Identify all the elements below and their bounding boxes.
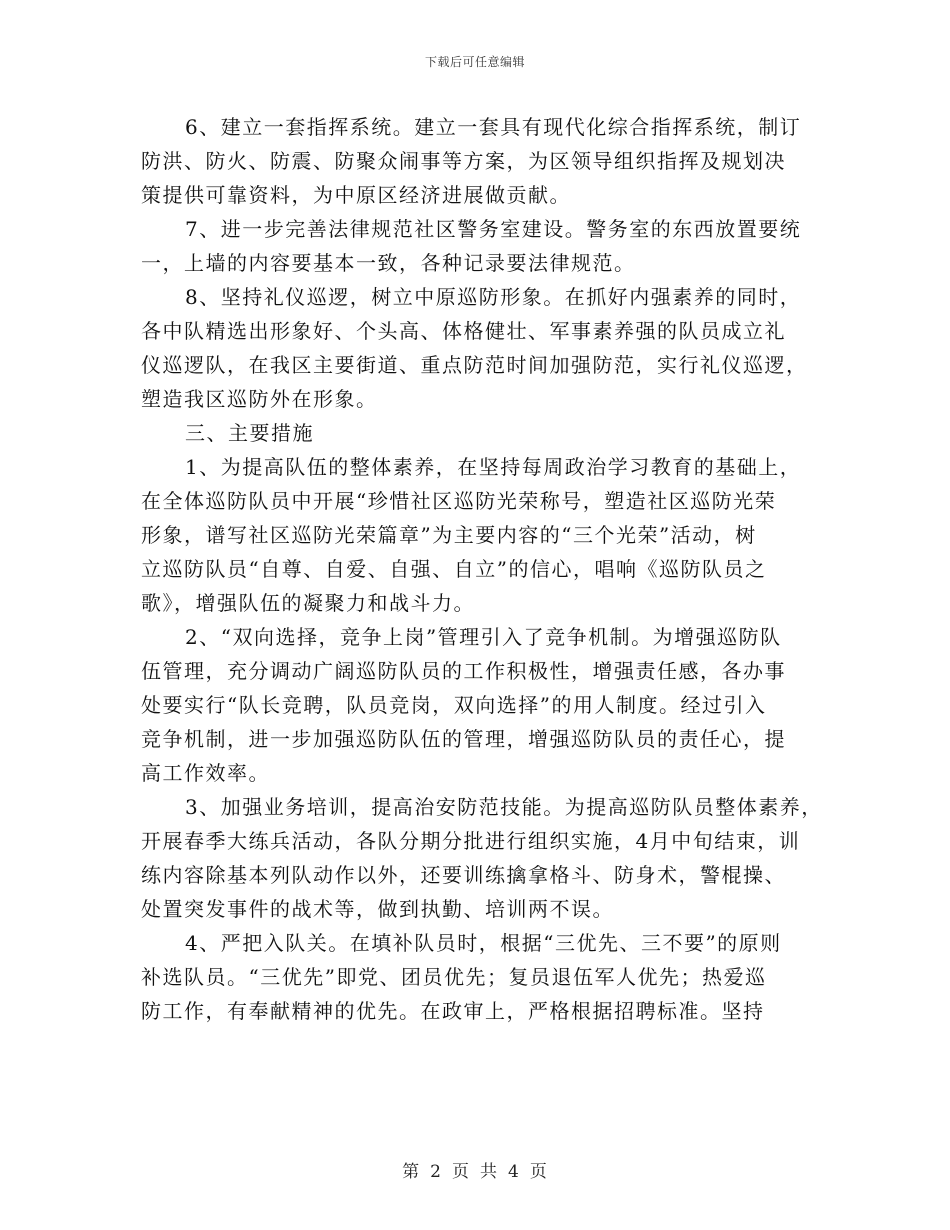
paragraph-line: 开展春季大练兵活动，各队分期分批进行组织实施，4月中旬结束，训 xyxy=(141,829,801,853)
paragraph-line: 形象，谱写社区巡防光荣篇章”为主要内容的“三个光荣”活动，树 xyxy=(141,523,757,547)
paragraph-line: 2、“双向选择，竞争上岗”管理引入了竞争机制。为增强巡防队 xyxy=(185,625,782,649)
paragraph-line: 各中队精选出形象好、个头高、体格健壮、军事素养强的队员成立礼 xyxy=(141,319,786,343)
paragraph-item-6 xyxy=(141,110,811,212)
section-heading-text: 三、主要措施 xyxy=(185,421,314,445)
paragraph-item-8 xyxy=(141,280,811,416)
paragraph-line: 竞争机制，进一步加强巡防队伍的管理，增强巡防队员的责任心，提 xyxy=(141,727,786,751)
paragraph-line: 处置突发事件的战术等，做到执勤、培训两不误。 xyxy=(141,897,614,921)
paragraph-line: 练内容除基本列队动作以外，还要训练擒拿格斗、防身术，警棍操、 xyxy=(141,863,786,887)
measure-item-2 xyxy=(141,620,811,790)
paragraph-line: 在全体巡防队员中开展“珍惜社区巡防光荣称号，塑造社区巡防光荣 xyxy=(141,489,777,513)
footer-page-label: 页 xyxy=(452,1162,470,1182)
document-body xyxy=(141,110,823,1028)
total-page-number: 4 xyxy=(508,1162,520,1182)
paragraph-line: 防工作，有奉献精神的优先。在政审上，严格根据招聘标准。坚持 xyxy=(141,999,765,1023)
page-header: 下载后可任意编辑 xyxy=(424,55,525,69)
paragraph-line: 一，上墙的内容要基本一致，各种记录要法律规范。 xyxy=(141,251,636,275)
page-footer xyxy=(0,1157,950,1182)
paragraph-line: 策提供可靠资料，为中原区经济进展做贡献。 xyxy=(141,183,571,207)
measure-item-4 xyxy=(141,926,811,1028)
paragraph-line: 3、加强业务培训，提高治安防范技能。为提高巡防队员整体素养， xyxy=(185,795,823,819)
paragraph-item-7 xyxy=(141,212,811,280)
paragraph-line: 高工作效率。 xyxy=(141,761,270,785)
current-page-number: 2 xyxy=(430,1162,442,1182)
paragraph-line: 塑造我区巡防外在形象。 xyxy=(141,387,378,411)
paragraph-line: 7、进一步完善法律规范社区警务室建设。警务室的东西放置要统 xyxy=(185,217,802,241)
paragraph-line: 4、严把入队关。在填补队员时，根据“三优先、三不要”的原则 xyxy=(185,931,782,955)
paragraph-line: 1、为提高队伍的整体素养，在坚持每周政治学习教育的基础上， xyxy=(185,455,802,479)
footer-suffix: 页 xyxy=(529,1162,548,1182)
paragraph-line: 防洪、防火、防震、防聚众闹事等方案，为区领导组织指挥及规划决 xyxy=(141,149,786,173)
paragraph-line: 处要实行“队长竞聘，队员竞岗，双向选择”的用人制度。经过引入 xyxy=(141,693,767,717)
footer-total-label: 共 xyxy=(480,1162,498,1182)
measure-item-3 xyxy=(141,790,823,926)
paragraph-line: 6、建立一套指挥系统。建立一套具有现代化综合指挥系统，制订 xyxy=(185,115,802,139)
footer-prefix: 第 xyxy=(402,1162,421,1182)
paragraph-line: 立巡防队员“自尊、自爱、自强、自立”的信心，唱响《巡防队员之 xyxy=(141,557,767,581)
section-heading xyxy=(141,416,811,450)
paragraph-line: 仪巡逻队，在我区主要街道、重点防范时间加强防范，实行礼仪巡逻， xyxy=(141,353,808,377)
paragraph-line: 8、坚持礼仪巡逻，树立中原巡防形象。在抓好内强素养的同时， xyxy=(185,285,802,309)
paragraph-line: 伍管理，充分调动广阔巡防队员的工作积极性，增强责任感，各办事 xyxy=(141,659,786,683)
paragraph-line: 补选队员。“三优先”即党、团员优先；复员退伍军人优先；热爱巡 xyxy=(141,965,767,989)
measure-item-1 xyxy=(141,450,811,620)
paragraph-line: 歌》，增强队伍的凝聚力和战斗力。 xyxy=(141,591,475,615)
